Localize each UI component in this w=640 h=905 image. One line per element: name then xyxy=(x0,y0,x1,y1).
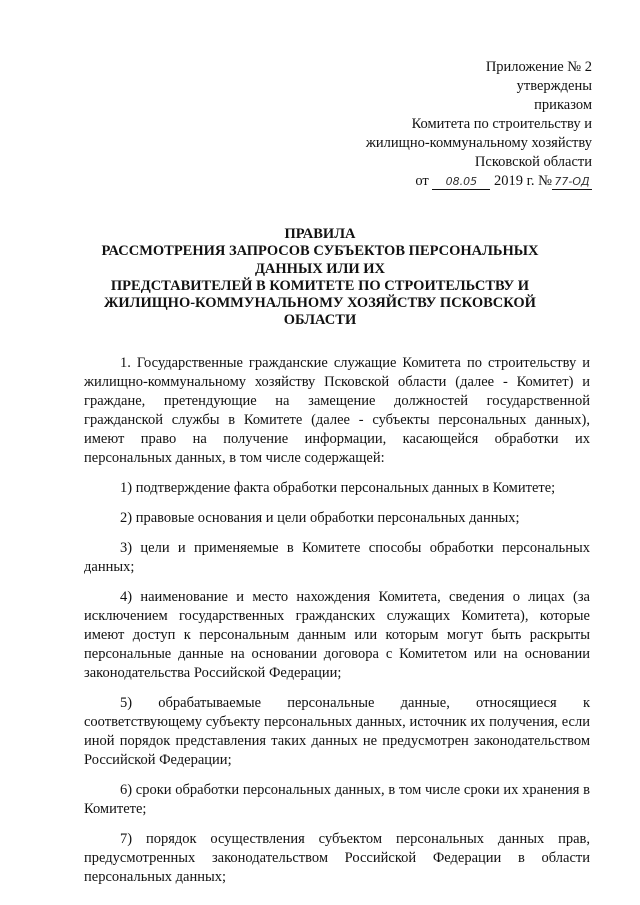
list-item-4: 4) наименование и место нахождения Комитета, сведения о лицах (за исключением государственных гражданских служащих Комитета), которые имеют доступ к персональным данным или которым могут быть раскрыты персональные данные на основании договора с Комитетом или на основании законодательства Российской Федерации; xyxy=(84,589,590,681)
header-line-approved: утверждены xyxy=(516,78,592,94)
list-item-5: 5) обрабатываемые персональные данные, относящиеся к соответствующему субъекту персональных данных, источник их получения, если иной порядок представления таких данных не предусмотрен законодательством Российской Федерации; xyxy=(84,695,590,768)
order-date-line xyxy=(366,172,592,191)
title-line: ДАННЫХ ИЛИ ИХ xyxy=(254,260,386,277)
list-item-2: 2) правовые основания и цели обработки персональных данных; xyxy=(120,510,520,526)
document-title xyxy=(90,226,550,330)
title-line: ОБЛАСТИ xyxy=(283,312,357,329)
approval-header xyxy=(366,58,592,191)
paragraph-1: 1. Государственные гражданские служащие Комитета по строительству и жилищно-коммунальному хозяйству Псковской области (далее - Комитет) и граждане, претендующие на замещение должностей государственной гражданской службы в Комитете (далее - субъекты персональных данных), имеют право на получение информации, касающейся обработки их персональных данных, в том числе содержащей: xyxy=(84,355,590,466)
list-item-6: 6) сроки обработки персональных данных, в том числе сроки их хранения в Комитете; xyxy=(84,782,590,817)
header-line-order: приказом xyxy=(534,97,592,113)
title-line: ПРЕДСТАВИТЕЛЕЙ В КОМИТЕТЕ ПО СТРОИТЕЛЬСТВУ И xyxy=(110,277,530,294)
list-item-1: 1) подтверждение факта обработки персональных данных в Комитете; xyxy=(120,480,556,496)
header-line-committee: Комитета по строительству и xyxy=(411,116,592,132)
handwritten-order-number: 77-ОД xyxy=(552,175,592,190)
handwritten-date: 08.05 xyxy=(432,175,490,190)
list-item-3: 3) цели и применяемые в Комитете способы обработки персональных данных; xyxy=(84,540,590,575)
date-prefix: от xyxy=(415,173,429,189)
document-body xyxy=(84,354,590,898)
title-line: ПРАВИЛА xyxy=(284,226,356,242)
header-line-region: Псковской области xyxy=(474,154,592,170)
date-year: 2019 г. № xyxy=(493,173,552,189)
header-line-housing: жилищно-коммунальному хозяйству xyxy=(365,135,592,151)
header-line-appendix: Приложение № 2 xyxy=(485,59,592,75)
title-line: РАССМОТРЕНИЯ ЗАПРОСОВ СУБЪЕКТОВ ПЕРСОНАЛЬНЫХ xyxy=(101,243,539,260)
list-item-7: 7) порядок осуществления субъектом персональных данных прав, предусмотренных законодательством Российской Федерации в области персональных данных; xyxy=(84,831,590,885)
title-line: ЖИЛИЩНО-КОММУНАЛЬНОМУ ХОЗЯЙСТВУ ПСКОВСКОЙ xyxy=(104,295,536,312)
